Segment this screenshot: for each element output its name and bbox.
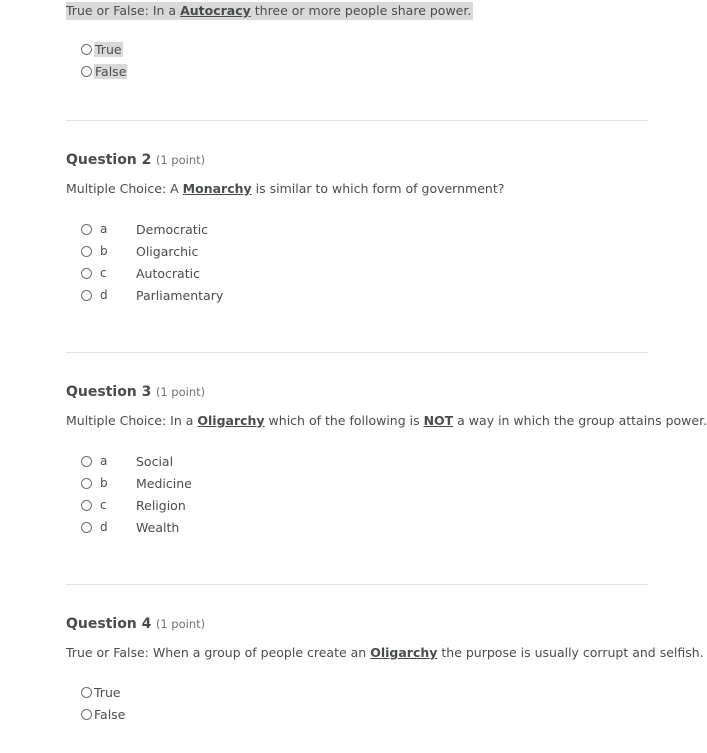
radio-button[interactable] [81, 290, 92, 301]
q2-option-b[interactable] [81, 243, 198, 259]
radio-button[interactable] [81, 66, 92, 77]
question-text-part: a way in which the group attains power. [453, 413, 707, 428]
term-monarchy: Monarchy [182, 181, 252, 196]
radio-button[interactable] [81, 709, 92, 720]
question-text-part: True or False: In a [66, 3, 181, 18]
radio-button[interactable] [81, 224, 92, 235]
question-text-part: the purpose is usually corrupt and selfish. [437, 645, 704, 660]
question-text-part: which of the following is [264, 413, 424, 428]
option-letter: b [100, 244, 108, 258]
q1-option-true[interactable] [81, 41, 123, 57]
option-letter: a [100, 222, 108, 236]
question-number: Question 2 [66, 152, 152, 168]
question-1-text [66, 2, 473, 20]
q2-option-a[interactable] [81, 221, 208, 237]
radio-button[interactable] [81, 456, 92, 467]
term-autocracy: Autocracy [180, 3, 251, 18]
option-label: True [94, 684, 121, 700]
question-number: Question 4 [66, 616, 152, 632]
question-text-part: three or more people share power. [250, 3, 472, 18]
option-label: Religion [136, 497, 186, 513]
question-points: (1 point) [155, 617, 206, 631]
option-label: Autocratic [136, 265, 200, 281]
q3-option-b[interactable] [81, 475, 192, 491]
question-text-part: Multiple Choice: In a [66, 413, 198, 428]
option-label: Oligarchic [136, 243, 199, 259]
question-4-title [66, 616, 205, 632]
radio-button[interactable] [81, 522, 92, 533]
question-points: (1 point) [155, 153, 206, 167]
radio-button[interactable] [81, 268, 92, 279]
question-text-part: Multiple Choice: A [66, 181, 183, 196]
option-letter: d [100, 520, 108, 534]
option-label: True [95, 41, 122, 57]
option-letter: d [100, 288, 108, 302]
q3-option-c[interactable] [81, 497, 186, 513]
q4-option-true[interactable] [81, 684, 121, 700]
radio-button[interactable] [81, 246, 92, 257]
question-2-title [66, 152, 205, 168]
q3-option-a[interactable] [81, 453, 173, 469]
term-oligarchy: Oligarchy [197, 413, 265, 428]
question-2-text [66, 181, 504, 196]
option-letter: c [100, 498, 107, 512]
q2-option-d[interactable] [81, 287, 223, 303]
radio-button[interactable] [81, 44, 92, 55]
q3-option-d[interactable] [81, 519, 179, 535]
option-label: False [95, 63, 127, 79]
radio-button[interactable] [81, 500, 92, 511]
option-label: Social [136, 453, 174, 469]
radio-button[interactable] [81, 687, 92, 698]
question-4-text [66, 645, 704, 660]
divider [66, 352, 648, 353]
term-oligarchy: Oligarchy [370, 645, 438, 660]
option-label: Wealth [136, 519, 180, 535]
radio-button[interactable] [81, 478, 92, 489]
option-letter: c [100, 266, 107, 280]
option-label: Democratic [136, 221, 209, 237]
option-label: Medicine [136, 475, 192, 491]
option-label: False [94, 706, 126, 722]
question-number: Question 3 [66, 384, 152, 400]
question-points: (1 point) [155, 385, 206, 399]
question-text-part: True or False: When a group of people create an [66, 645, 371, 660]
q2-option-c[interactable] [81, 265, 200, 281]
term-not: NOT [423, 413, 454, 428]
question-text-part: is similar to which form of government? [251, 181, 505, 196]
option-label: Parliamentary [136, 287, 224, 303]
q1-option-false[interactable] [81, 63, 127, 79]
option-letter: b [100, 476, 108, 490]
question-3-text [66, 413, 707, 428]
divider [66, 584, 648, 585]
q4-option-false[interactable] [81, 706, 125, 722]
option-letter: a [100, 454, 108, 468]
divider [66, 120, 648, 121]
question-3-title [66, 384, 205, 400]
